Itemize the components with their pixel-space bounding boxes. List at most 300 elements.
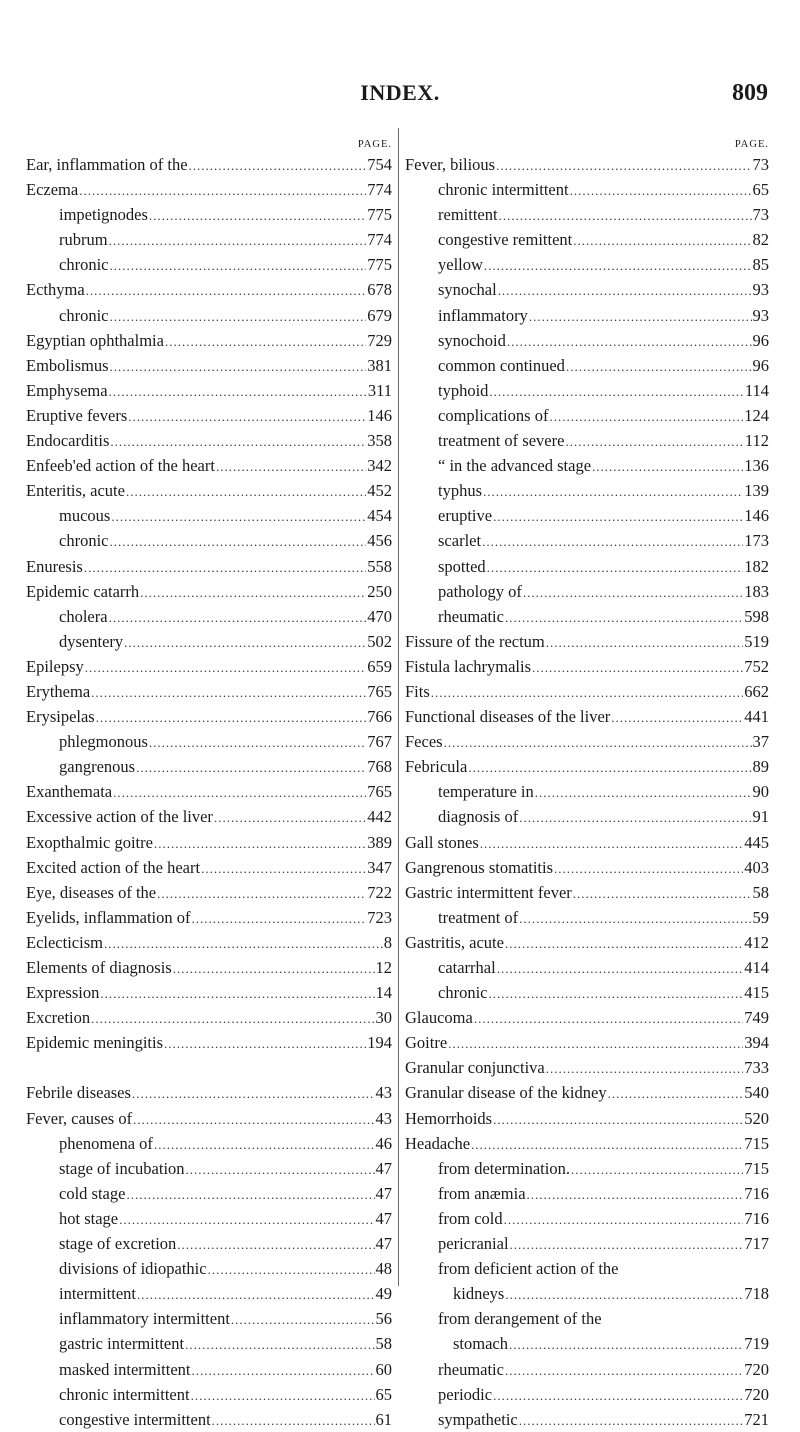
entry-page-number: 721 [744, 1409, 769, 1429]
entry-page-number: 85 [752, 255, 769, 275]
dot-leader [505, 605, 743, 629]
dot-leader [113, 780, 366, 804]
index-entry [26, 252, 392, 277]
entry-page-number: 718 [744, 1284, 769, 1304]
entry-term: synochoid [438, 330, 506, 350]
entry-page-number: 775 [367, 205, 392, 225]
dot-leader [519, 805, 751, 829]
entry-term: catarrhal [438, 958, 496, 977]
index-entry [405, 679, 769, 704]
entry-page-number: 65 [375, 1384, 392, 1404]
index-entry [26, 855, 392, 880]
entry-term: Granular conjunctiva [405, 1058, 545, 1078]
entry-term: Epilepsy [26, 656, 84, 676]
index-entry [26, 579, 392, 604]
entry-page-number: 415 [744, 983, 769, 1003]
entry-page-number: 46 [375, 1133, 392, 1153]
dot-leader [611, 705, 743, 729]
index-entry [405, 202, 769, 227]
entry-term: diagnosis of [438, 807, 519, 827]
entry-term: chronic intermittent [59, 1384, 190, 1404]
entry-term: Elements of diagnosis [26, 958, 172, 977]
entry-page-number: 540 [744, 1083, 769, 1103]
entry-term: rheumatic [438, 606, 504, 626]
entry-term: spotted [438, 556, 486, 576]
entry-page-number: 445 [744, 832, 769, 852]
index-entry [405, 277, 769, 302]
dot-leader [91, 1006, 374, 1030]
index-entry [26, 1181, 392, 1206]
entry-term: chronic [438, 983, 488, 1003]
entry-page-number: 716 [744, 1183, 769, 1203]
entry-page-number: 47 [375, 1234, 392, 1254]
entry-page-number: 59 [752, 907, 769, 927]
index-entry [405, 252, 769, 277]
entry-term: Endocarditis [26, 431, 110, 451]
index-entry [26, 1005, 392, 1030]
entry-term: Excited action of the heart [26, 857, 201, 877]
dot-leader [592, 454, 743, 478]
index-entry [26, 1306, 392, 1331]
entry-term: Exopthalmic goitre [26, 832, 153, 852]
right-index-column [405, 138, 769, 1432]
dot-leader [431, 680, 743, 704]
dot-leader [484, 253, 752, 277]
dot-leader [149, 730, 366, 754]
index-entry [26, 202, 392, 227]
dot-leader [192, 1358, 375, 1382]
dot-leader [535, 780, 752, 804]
dot-leader [85, 655, 367, 679]
entry-page-number: 43 [375, 1108, 392, 1128]
entry-term: Enuresis [26, 556, 83, 576]
dot-leader [96, 705, 367, 729]
index-entry [26, 1256, 392, 1281]
entry-page-number: 311 [367, 380, 392, 400]
dot-leader [570, 178, 752, 202]
dot-leader [608, 1081, 744, 1105]
entry-term: phenomena of [59, 1133, 153, 1153]
index-entry [405, 804, 769, 829]
entry-page-number: 173 [744, 531, 769, 551]
entry-page-number: 722 [367, 882, 392, 902]
dot-leader [201, 856, 366, 880]
dot-leader [216, 454, 366, 478]
entry-page-number: 403 [744, 857, 769, 877]
entry-page-number: 90 [752, 782, 769, 802]
dot-leader [571, 1157, 743, 1181]
index-entry [26, 227, 392, 252]
entry-page-number: 47 [375, 1208, 392, 1228]
index-entry [405, 855, 769, 880]
dot-leader [487, 555, 744, 579]
index-entry [405, 704, 769, 729]
index-entry [26, 779, 392, 804]
index-entry [405, 554, 769, 579]
index-entry [26, 955, 392, 980]
dot-leader [104, 931, 383, 955]
dot-leader [133, 1107, 374, 1131]
entry-term: synochal [438, 280, 497, 300]
entry-term: pericranial [438, 1234, 509, 1254]
entry-page-number: 723 [367, 907, 392, 927]
entry-term: typhus [438, 481, 483, 501]
dot-leader [497, 956, 744, 980]
entry-page-number: 139 [744, 481, 769, 501]
entry-page-number: 89 [752, 757, 769, 777]
dot-leader [546, 1056, 744, 1080]
entry-term: cholera [59, 606, 108, 626]
entry-term: treatment of severe [438, 431, 565, 451]
dot-leader [527, 1182, 744, 1206]
dot-leader [532, 655, 743, 679]
index-entry [26, 1106, 392, 1131]
dot-leader [489, 379, 743, 403]
entry-page-number: 48 [375, 1259, 392, 1279]
index-entry [405, 830, 769, 855]
entry-term: pathology of [438, 581, 522, 601]
dot-leader [136, 755, 366, 779]
index-entry [26, 1030, 392, 1055]
entry-page-number: 502 [367, 631, 392, 651]
entry-page-number: 470 [367, 606, 392, 626]
entry-term: Ear, inflammation of the [26, 155, 188, 174]
entry-page-number: 775 [367, 255, 392, 275]
index-entry [405, 478, 769, 503]
index-entry [405, 880, 769, 905]
index-entry [26, 1206, 392, 1231]
dot-leader [140, 580, 366, 604]
entry-page-number: 250 [367, 581, 392, 601]
entry-term: kidneys [453, 1284, 505, 1304]
index-entry [405, 1080, 769, 1105]
dot-leader [177, 1232, 374, 1256]
entry-term: periodic [438, 1384, 493, 1404]
index-entry [405, 528, 769, 553]
entry-term: Gastric intermittent fever [405, 882, 572, 902]
dot-leader [126, 1182, 374, 1206]
entry-page-number: 520 [744, 1108, 769, 1128]
section-gap [26, 1055, 392, 1080]
entry-page-number: 49 [375, 1284, 392, 1304]
page-title: INDEX. [360, 80, 440, 105]
index-entry [405, 453, 769, 478]
entry-term: Ecthyma [26, 280, 85, 300]
index-entry [26, 1080, 392, 1105]
dot-leader [100, 981, 374, 1005]
entry-page-number: 412 [744, 932, 769, 952]
dot-leader [154, 831, 366, 855]
index-entry [26, 1131, 392, 1156]
column-divider [398, 128, 399, 1286]
entry-page-number: 93 [752, 305, 769, 325]
entry-term: Egyptian ophthalmia [26, 330, 164, 350]
dot-leader [480, 831, 743, 855]
entry-term: Headache [405, 1133, 471, 1153]
entry-term: stage of excretion [59, 1234, 177, 1254]
dot-leader [444, 730, 752, 754]
dot-leader [554, 856, 743, 880]
entry-term: intermittent [59, 1284, 136, 1304]
entry-page-number: 112 [744, 431, 769, 451]
dot-leader [91, 680, 366, 704]
dot-leader [546, 630, 743, 654]
entry-page-number: 58 [752, 882, 769, 902]
entry-term: from derangement of the [438, 1309, 602, 1329]
entry-term: typhoid [438, 380, 489, 400]
index-entry [26, 905, 392, 930]
dot-leader [509, 1332, 743, 1356]
index-entry [26, 629, 392, 654]
entry-page-number: 96 [752, 355, 769, 375]
entry-page-number: 73 [752, 155, 769, 174]
entry-page-number: 37 [752, 732, 769, 752]
index-entry [405, 353, 769, 378]
index-entry [405, 328, 769, 353]
entry-term: Granular disease of the kidney [405, 1083, 607, 1103]
dot-leader [86, 278, 367, 302]
index-entry [26, 1231, 392, 1256]
entry-page-number: 14 [375, 983, 392, 1003]
entry-page-number: 766 [367, 707, 392, 727]
dot-leader [471, 1132, 743, 1156]
entry-term: Fistula lachrymalis [405, 656, 532, 676]
index-entry [26, 930, 392, 955]
entry-page-number: 715 [744, 1133, 769, 1153]
entry-term: Enfeeb'ed action of the heart [26, 456, 215, 476]
entry-term: dysentery [59, 631, 124, 651]
dot-leader [109, 379, 367, 403]
entry-term: Eye, diseases of the [26, 882, 157, 902]
entry-page-number: 754 [367, 155, 392, 174]
entry-term: chronic intermittent [438, 180, 569, 200]
dot-leader [448, 1031, 743, 1055]
dot-leader [519, 1408, 744, 1432]
index-entry [405, 754, 769, 779]
entry-term: Glaucoma [405, 1008, 473, 1028]
dot-leader [498, 278, 752, 302]
entry-term: hot stage [59, 1208, 119, 1228]
index-entry [405, 303, 769, 328]
dot-leader [573, 881, 752, 905]
entry-page-number: 456 [367, 531, 392, 551]
entry-term: Erythema [26, 681, 91, 701]
dot-leader [149, 203, 366, 227]
entry-term: Gangrenous stomatitis [405, 857, 554, 877]
index-entry [405, 1306, 769, 1331]
entry-term: masked intermittent [59, 1359, 191, 1379]
entry-page-number: 124 [744, 405, 769, 425]
entry-page-number: 749 [744, 1008, 769, 1028]
entry-page-number: 136 [744, 456, 769, 476]
entry-term: Emphysema [26, 380, 108, 400]
entry-term: Feces [405, 732, 443, 752]
index-entry [405, 403, 769, 428]
index-entry [405, 1106, 769, 1131]
index-entry [405, 1231, 769, 1256]
entry-page-number: 752 [744, 656, 769, 676]
entry-term: eruptive [438, 506, 493, 526]
dot-leader [208, 1257, 375, 1281]
index-entry [26, 679, 392, 704]
entry-page-number: 389 [367, 832, 392, 852]
entry-term: Hemorrhoids [405, 1108, 493, 1128]
entry-term: stage of incubation [59, 1158, 185, 1178]
index-entry [405, 930, 769, 955]
dot-leader [111, 504, 366, 528]
index-entry [26, 754, 392, 779]
entry-term: Erysipelas [26, 707, 95, 727]
index-entry [405, 629, 769, 654]
entry-page-number: 47 [375, 1183, 392, 1203]
index-entry [26, 804, 392, 829]
index-entry [405, 428, 769, 453]
entry-term: temperature in [438, 782, 534, 802]
index-entry [405, 1281, 769, 1306]
entry-page-number: 679 [367, 305, 392, 325]
left-index-column [26, 138, 392, 1432]
entry-page-number: 182 [744, 556, 769, 576]
entry-page-number: 716 [744, 1208, 769, 1228]
index-entry [405, 1407, 769, 1432]
index-entry [26, 303, 392, 328]
entry-page-number: 678 [367, 280, 392, 300]
entry-term: stomach [453, 1334, 508, 1354]
entry-term: Excretion [26, 1008, 91, 1028]
index-entry [405, 1357, 769, 1382]
entry-page-number: 146 [744, 506, 769, 526]
entry-page-number: 96 [752, 330, 769, 350]
entry-term: complications of [438, 405, 549, 425]
entry-term: remittent [438, 205, 498, 225]
dot-leader [84, 555, 366, 579]
index-entry [26, 277, 392, 302]
entry-term: divisions of idiopathic [59, 1259, 207, 1279]
dot-leader [154, 1132, 375, 1156]
dot-leader [132, 1081, 375, 1105]
index-entry [26, 830, 392, 855]
index-entry [405, 1206, 769, 1231]
dot-leader [192, 906, 367, 930]
entry-page-number: 767 [367, 732, 392, 752]
dot-leader [109, 529, 366, 553]
entry-page-number: 146 [367, 405, 392, 425]
index-entry [405, 1382, 769, 1407]
entry-page-number: 715 [744, 1158, 769, 1178]
page-header [0, 80, 800, 110]
entry-term: yellow [438, 255, 483, 275]
dot-leader [165, 329, 366, 353]
dot-leader [189, 153, 367, 177]
entry-page-number: 91 [752, 807, 769, 827]
entry-page-number: 719 [744, 1334, 769, 1354]
dot-leader [523, 580, 743, 604]
index-entry [26, 980, 392, 1005]
dot-leader [231, 1307, 375, 1331]
index-entry [405, 1131, 769, 1156]
entry-page-number: 720 [744, 1384, 769, 1404]
index-entry [405, 779, 769, 804]
index-entry [26, 1281, 392, 1306]
dot-leader [110, 429, 366, 453]
index-entry [26, 554, 392, 579]
entry-term: congestive remittent [438, 230, 573, 250]
index-entry [26, 328, 392, 353]
index-entry [26, 528, 392, 553]
dot-leader [128, 404, 366, 428]
entry-term: Goitre [405, 1033, 448, 1053]
entry-term: inflammatory [438, 305, 528, 325]
dot-leader [505, 1282, 743, 1306]
index-entry [405, 1181, 769, 1206]
entry-term: from deficient action of the [438, 1259, 619, 1279]
index-entry [405, 152, 769, 177]
index-entry [405, 1156, 769, 1181]
dot-leader [126, 479, 366, 503]
dot-leader [566, 354, 752, 378]
entry-page-number: 765 [367, 782, 392, 802]
entry-term: treatment of [438, 907, 519, 927]
dot-leader [504, 1207, 744, 1231]
index-entry [26, 729, 392, 754]
entry-term: Expression [26, 983, 100, 1003]
dot-leader [191, 1383, 375, 1407]
entry-page-number: 442 [367, 807, 392, 827]
entry-page-number: 662 [744, 681, 769, 701]
dot-leader [496, 153, 751, 177]
dot-leader [109, 228, 367, 252]
index-entry [26, 453, 392, 478]
entry-page-number: 729 [367, 330, 392, 350]
index-entry [26, 353, 392, 378]
entry-term: “ in the advanced stage [438, 456, 592, 476]
entry-page-number: 8 [383, 932, 392, 952]
entry-term: chronic [59, 531, 109, 551]
dot-leader [510, 1232, 744, 1256]
index-entry [26, 654, 392, 679]
index-entry [405, 1030, 769, 1055]
right-entries [405, 152, 769, 1432]
index-entry [26, 428, 392, 453]
index-entry [405, 729, 769, 754]
entry-page-number: 659 [367, 656, 392, 676]
entry-term: from anæmia [438, 1183, 526, 1203]
dot-leader [109, 253, 366, 277]
entry-term: impetignodes [59, 205, 148, 225]
dot-leader [474, 1006, 743, 1030]
entry-page-number: 194 [367, 1033, 392, 1053]
dot-leader [468, 755, 751, 779]
index-entry [405, 1256, 769, 1281]
entry-term: Fever, bilious [405, 155, 496, 174]
index-entry [26, 478, 392, 503]
entry-term: Enteritis, acute [26, 481, 125, 501]
entry-page-number: 454 [367, 506, 392, 526]
index-entry [405, 1055, 769, 1080]
dot-leader [185, 1332, 374, 1356]
entry-page-number: 342 [367, 456, 392, 476]
index-entry [26, 1357, 392, 1382]
entry-term: sympathetic [438, 1409, 518, 1429]
dot-leader [79, 178, 366, 202]
index-entry [405, 905, 769, 930]
dot-leader [505, 1358, 743, 1382]
dot-leader [505, 931, 743, 955]
entry-page-number: 774 [367, 180, 392, 200]
entry-term: common continued [438, 355, 565, 375]
entry-page-number: 56 [375, 1309, 392, 1329]
entry-term: Exanthemata [26, 782, 113, 802]
